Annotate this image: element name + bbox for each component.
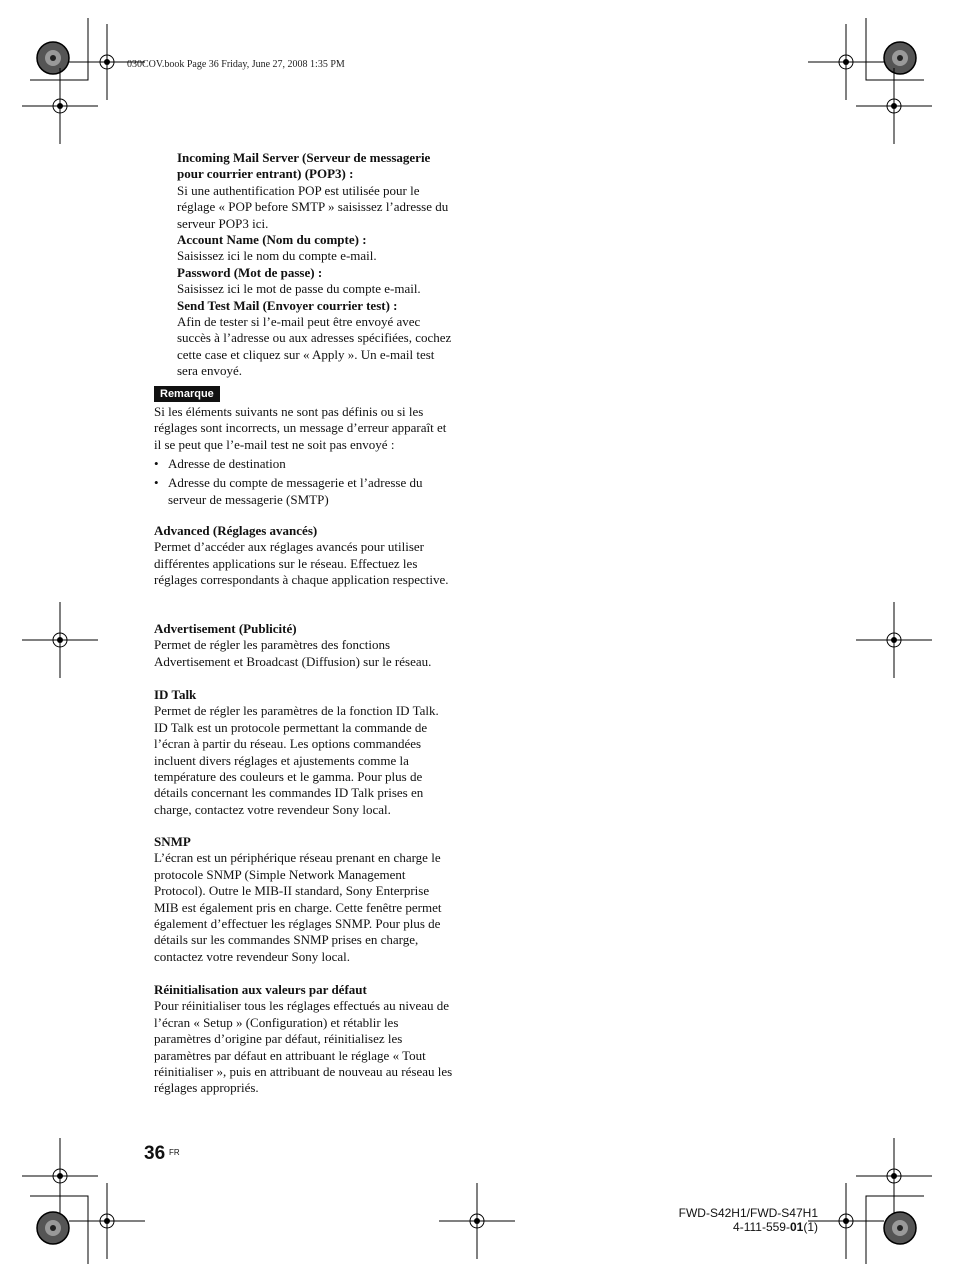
crop-mark-icon: [30, 18, 924, 1264]
bullet: •: [154, 456, 159, 472]
section-title: Advanced (Réglages avancés): [154, 523, 318, 538]
section-text: Permet de régler les paramètres de la fonction ID Talk. ID Talk est un protocole permettant la commande de l’écran à partir du réseau. Les options commandées incluent divers réglages et ajustements comme la température des couleurs et le gamma. Pour plus de détails concernant les commandes ID Talk prises en charge, contactez votre revendeur Sony local.: [154, 703, 439, 817]
crosshair-icon: [69, 1183, 145, 1259]
section-text: L’écran est un périphérique réseau prenant en charge le protocole SNMP (Simple Network Management Protocol). Outre le MIB-II standard, Sony Enterprise MIB est également pris en charge. Cette fenêtre permet également d’effectuer les réglages SNMP. Pour plus de détails sur les commandes SNMP prises en charge, contactez votre revendeur Sony local.: [154, 850, 442, 964]
section-title: ID Talk: [154, 687, 197, 702]
section-text: Permet d’accéder aux réglages avancés pour utiliser différentes applications sur le réseau. Effectuez les réglages correspondants à chaque application respective.: [154, 539, 449, 588]
send-test-mail-text: Afin de tester si l’e-mail peut être envoyé avec succès à l’adresse ou aux adresses spécifiées, cochez cette case et cliquez sur « Apply ». Un e-mail test sera envoyé.: [177, 314, 452, 379]
crosshair-icon: [808, 24, 884, 100]
crosshair-icon: [22, 68, 98, 144]
section-title: Advertisement (Publicité): [154, 621, 297, 636]
crosshair-icon: [439, 1183, 515, 1259]
crosshair-icon: [856, 602, 932, 678]
bullet: •: [154, 475, 159, 491]
remarque-text: Si les éléments suivants ne sont pas définis ou si les réglages sont incorrects, un message d’erreur apparaît et il se peut que l’e-mail test ne soit pas envoyé :: [154, 404, 447, 452]
crosshair-icon: [856, 68, 932, 144]
crosshair-icon: [22, 1138, 98, 1214]
section-title: Réinitialisation aux valeurs par défaut: [154, 982, 367, 997]
incoming-mail-text: Si une authentification POP est utilisée pour le réglage « POP before SMTP » saisissez l’adresse du serveur POP3 ici.: [177, 182, 449, 231]
star-target-icon: [884, 42, 916, 74]
password-text: Saisissez ici le mot de passe du compte e-mail.: [177, 281, 421, 297]
page-language: FR: [169, 1148, 180, 1157]
account-name-title: Account Name (Nom du compte) :: [177, 232, 367, 248]
incoming-mail-title: Incoming Mail Server (Serveur de messagerie pour courrier entrant) (POP3) :: [177, 150, 431, 182]
star-target-icon: [884, 1212, 916, 1244]
crosshair-icon: [69, 24, 145, 100]
book-header-note: 030COV.book Page 36 Friday, June 27, 2008 1:35 PM: [127, 59, 345, 70]
remarque-badge: Remarque: [154, 386, 220, 402]
document-code: 4-111-559-01(1): [733, 1220, 818, 1234]
section-title: SNMP: [154, 834, 191, 849]
star-target-icon: [37, 42, 69, 74]
section-text: Pour réinitialiser tous les réglages effectués au niveau de l’écran « Setup » (Configuration) et rétablir les paramètres d’origine par défaut, réinitialisez les paramètres par défaut en attribuant le réglage « Tout réinitialiser », puis en attribuant de nouveau au réseau les réglages appropriés.: [154, 998, 453, 1096]
account-name-text: Saisissez ici le nom du compte e-mail.: [177, 248, 377, 264]
list-item: • Adresse de destination: [154, 456, 286, 472]
password-title: Password (Mot de passe) :: [177, 264, 323, 280]
page-number: 36: [144, 1143, 166, 1164]
crosshair-icon: [856, 1138, 932, 1214]
model-number: FWD-S42H1/FWD-S47H1: [678, 1206, 818, 1220]
section-text: Permet de régler les paramètres des fonctions Advertisement et Broadcast (Diffusion) sur le réseau.: [154, 637, 432, 669]
send-test-mail-title: Send Test Mail (Envoyer courrier test) :: [177, 297, 398, 313]
crosshair-icon: [22, 602, 98, 678]
star-target-icon: [37, 1212, 69, 1244]
crosshair-icon: [808, 1183, 884, 1259]
list-item: • Adresse du compte de messagerie et l’adresse du serveur de messagerie (SMTP): [154, 475, 423, 507]
